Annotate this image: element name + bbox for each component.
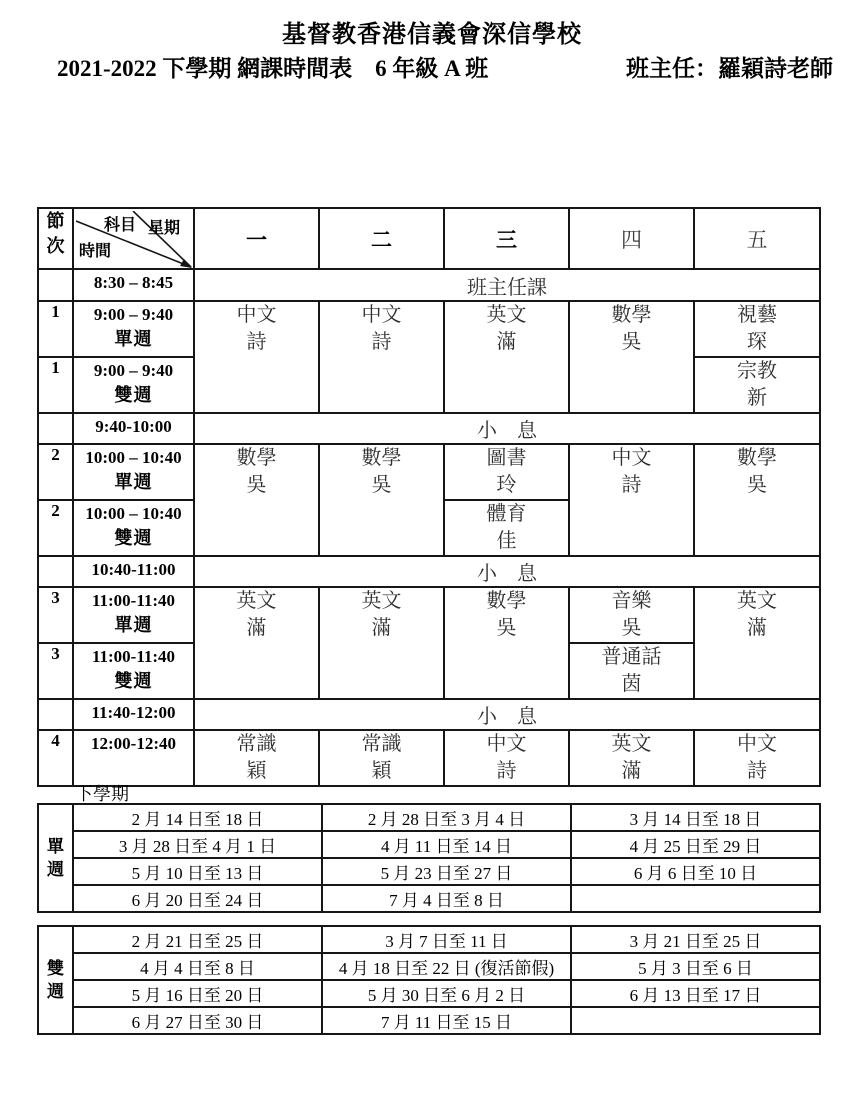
period-number-empty	[38, 413, 73, 444]
recess-row-3	[38, 699, 820, 730]
period-number: 3	[38, 587, 73, 643]
week-type: 雙週	[114, 671, 153, 691]
period3-odd-row	[38, 587, 820, 643]
teacher-initial: 穎	[371, 760, 392, 782]
teacher-initial: 新	[747, 387, 767, 409]
subject-name: 數學	[611, 304, 652, 326]
subject-name: 常識	[361, 733, 402, 755]
homeroom-time: 8:30 – 8:45	[73, 269, 194, 301]
date-range-cell: 4 月 25 日至 29 日	[571, 831, 820, 858]
subject-name: 體育	[486, 503, 527, 525]
time-range: 11:00-11:40	[91, 591, 176, 610]
subject-name: 英文	[737, 590, 777, 612]
teacher-initial: 滿	[747, 617, 767, 639]
cell-p4-mon	[194, 730, 319, 786]
subject-name: 普通話	[601, 646, 662, 668]
date-range-cell: 6 月 6 日至 10 日	[571, 858, 820, 885]
week-type: 雙週	[114, 385, 153, 405]
period-number: 2	[38, 444, 73, 500]
date-range-cell: 7 月 11 日至 15 日	[322, 1007, 571, 1034]
recess1-time: 9:40-10:00	[73, 413, 194, 444]
term-label: 下學期	[75, 784, 129, 804]
teacher-initial: 詩	[371, 331, 392, 353]
cell-p2-wed-even	[444, 500, 569, 556]
time-axis-label: 時間	[79, 243, 112, 260]
date-range-cell: 4 月 11 日至 14 日	[322, 831, 571, 858]
subject-axis-label: 科目	[104, 217, 137, 234]
period-number-empty	[38, 699, 73, 730]
week-type: 單週	[114, 615, 153, 635]
subject-name: 中文	[486, 733, 527, 755]
teacher-initial: 詩	[496, 760, 517, 782]
cell-p3-wed	[444, 587, 569, 699]
date-range-cell: 5 月 3 日至 6 日	[571, 953, 820, 980]
subject-name: 中文	[737, 733, 777, 755]
corner-diagonal-cell	[73, 208, 194, 269]
time-range: 11:00-11:40	[91, 647, 176, 666]
cell-p4-tue	[319, 730, 444, 786]
recess2-time: 10:40-11:00	[73, 556, 194, 587]
teacher-initial: 滿	[246, 617, 267, 639]
time-range: 10:00 – 10:40	[85, 448, 182, 467]
date-range-cell-empty	[571, 885, 820, 912]
date-range-cell: 5 月 23 日至 27 日	[322, 858, 571, 885]
recess-label: 小 息	[194, 556, 820, 587]
recess3-time: 11:40-12:00	[73, 699, 194, 730]
date-range-cell: 4 月 4 日至 8 日	[73, 953, 322, 980]
odd-weeks-row	[38, 804, 820, 831]
subject-name: 英文	[611, 733, 652, 755]
cell-p1-thu	[569, 301, 694, 413]
even-weeks-table	[37, 925, 821, 1035]
time-p3-even	[73, 643, 194, 699]
cell-p1-mon	[194, 301, 319, 413]
cell-p1-wed	[444, 301, 569, 413]
cell-p2-tue	[319, 444, 444, 556]
time-p2-even	[73, 500, 194, 556]
teacher-initial: 吳	[621, 331, 642, 353]
teacher-initial: 佳	[496, 530, 517, 552]
teacher-initial: 吳	[496, 617, 517, 639]
time-range: 9:00 – 9:40	[93, 305, 174, 324]
recess-row-2	[38, 556, 820, 587]
period-number: 4	[38, 730, 73, 786]
cell-p3-thu-even	[569, 643, 694, 699]
teacher-initial: 玲	[496, 474, 517, 496]
cell-p2-mon	[194, 444, 319, 556]
subject-name: 常識	[236, 733, 277, 755]
subject-name: 宗教	[737, 360, 777, 382]
subject-name: 數學	[737, 447, 777, 469]
cell-p4-wed	[444, 730, 569, 786]
cell-p1-tue	[319, 301, 444, 413]
date-range-cell-empty	[571, 1007, 820, 1034]
cell-p1-fri-odd	[694, 301, 820, 357]
cell-p1-fri-even	[694, 357, 820, 413]
date-range-cell: 6 月 13 日至 17 日	[571, 980, 820, 1007]
teacher-initial: 滿	[371, 617, 392, 639]
day-header-thu: 四	[569, 208, 694, 269]
time-p2-odd	[73, 444, 194, 500]
subject-name: 音樂	[611, 590, 652, 612]
time-range: 10:00 – 10:40	[85, 504, 182, 523]
period-number: 1	[38, 357, 73, 413]
week-type: 單週	[114, 472, 153, 492]
time-p4: 12:00-12:40	[73, 730, 194, 786]
weekday-axis-label: 星期	[148, 220, 181, 237]
cell-p2-fri	[694, 444, 820, 556]
time-p3-odd	[73, 587, 194, 643]
week-type: 單週	[114, 329, 153, 349]
cell-p2-wed-odd	[444, 444, 569, 500]
period4-row	[38, 730, 820, 786]
period-number: 1	[38, 301, 73, 357]
odd-weeks-label: 單週	[38, 804, 73, 912]
even-weeks-row	[38, 953, 820, 980]
teacher-initial: 詩	[747, 760, 767, 782]
period-number-empty	[38, 556, 73, 587]
date-range-cell: 2 月 21 日至 25 日	[73, 926, 322, 953]
date-range-cell: 7 月 4 日至 8 日	[322, 885, 571, 912]
teacher-initial: 滿	[621, 760, 642, 782]
cell-p3-tue	[319, 587, 444, 699]
subject-name: 數學	[361, 447, 402, 469]
subject-name: 數學	[236, 447, 277, 469]
subject-name: 中文	[361, 304, 402, 326]
teacher-initial: 吳	[371, 474, 392, 496]
even-weeks-row	[38, 926, 820, 953]
header-row	[38, 208, 820, 269]
period1-odd-row	[38, 301, 820, 357]
cell-p4-thu	[569, 730, 694, 786]
date-range-cell: 3 月 7 日至 11 日	[322, 926, 571, 953]
date-range-cell: 5 月 10 日至 13 日	[73, 858, 322, 885]
recess-row-1	[38, 413, 820, 444]
subject-name: 視藝	[737, 304, 777, 326]
date-range-cell: 5 月 30 日至 6 月 2 日	[322, 980, 571, 1007]
date-range-cell: 2 月 14 日至 18 日	[73, 804, 322, 831]
odd-weeks-table	[37, 803, 821, 913]
even-weeks-label: 雙週	[38, 926, 73, 1034]
subject-name: 英文	[486, 304, 527, 326]
period-column-header: 節次	[38, 208, 73, 269]
period-number: 2	[38, 500, 73, 556]
cell-p3-mon	[194, 587, 319, 699]
time-p1-even	[73, 357, 194, 413]
teacher-initial: 詩	[246, 331, 267, 353]
recess-label: 小 息	[194, 413, 820, 444]
week-type: 雙週	[114, 528, 153, 548]
teacher-initial: 吳	[246, 474, 267, 496]
homeroom-row	[38, 269, 820, 301]
date-range-cell: 3 月 21 日至 25 日	[571, 926, 820, 953]
subject-name: 圖書	[486, 447, 527, 469]
day-header-tue: 二	[319, 208, 444, 269]
subject-name: 數學	[486, 590, 527, 612]
teacher-initial: 琛	[747, 331, 767, 353]
cell-p4-fri	[694, 730, 820, 786]
period-number: 3	[38, 643, 73, 699]
day-header-fri: 五	[694, 208, 820, 269]
time-p1-odd	[73, 301, 194, 357]
date-range-cell: 6 月 27 日至 30 日	[73, 1007, 322, 1034]
teacher-initial: 吳	[747, 474, 767, 496]
date-range-cell: 6 月 20 日至 24 日	[73, 885, 322, 912]
period2-odd-row	[38, 444, 820, 500]
day-header-wed: 三	[444, 208, 569, 269]
time-range: 9:00 – 9:40	[93, 361, 174, 380]
homeroom-label: 班主任課	[194, 269, 820, 301]
timetable	[37, 207, 821, 787]
date-range-cell: 3 月 14 日至 18 日	[571, 804, 820, 831]
date-range-cell: 2 月 28 日至 3 月 4 日	[322, 804, 571, 831]
date-range-cell: 4 月 18 日至 22 日 (復活節假)	[322, 953, 571, 980]
subject-name: 英文	[236, 590, 277, 612]
cell-p3-thu-odd	[569, 587, 694, 643]
subject-name: 中文	[611, 447, 652, 469]
even-weeks-row	[38, 1007, 820, 1034]
subject-name: 中文	[236, 304, 277, 326]
day-header-mon: 一	[194, 208, 319, 269]
teacher-initial: 滿	[496, 331, 517, 353]
odd-weeks-row	[38, 885, 820, 912]
date-range-cell: 3 月 28 日至 4 月 1 日	[73, 831, 322, 858]
cell-p3-fri	[694, 587, 820, 699]
teacher-initial: 吳	[621, 617, 642, 639]
odd-weeks-row	[38, 831, 820, 858]
teacher-initial: 茵	[621, 673, 642, 695]
term-course-title: 2021-2022 下學期 網課時間表 6 年級 A 班	[57, 56, 489, 81]
subject-name: 英文	[361, 590, 402, 612]
subtitle-row	[57, 50, 833, 83]
period-number-empty	[38, 269, 73, 301]
school-name: 基督教香港信義會深信學校	[282, 22, 582, 48]
cell-p2-thu	[569, 444, 694, 556]
even-weeks-row	[38, 980, 820, 1007]
teacher-initial: 詩	[621, 474, 642, 496]
teacher-initial: 穎	[246, 760, 267, 782]
date-range-cell: 5 月 16 日至 20 日	[73, 980, 322, 1007]
class-teacher: 班主任：羅穎詩老師	[626, 56, 833, 81]
recess-label: 小 息	[194, 699, 820, 730]
odd-weeks-row	[38, 858, 820, 885]
